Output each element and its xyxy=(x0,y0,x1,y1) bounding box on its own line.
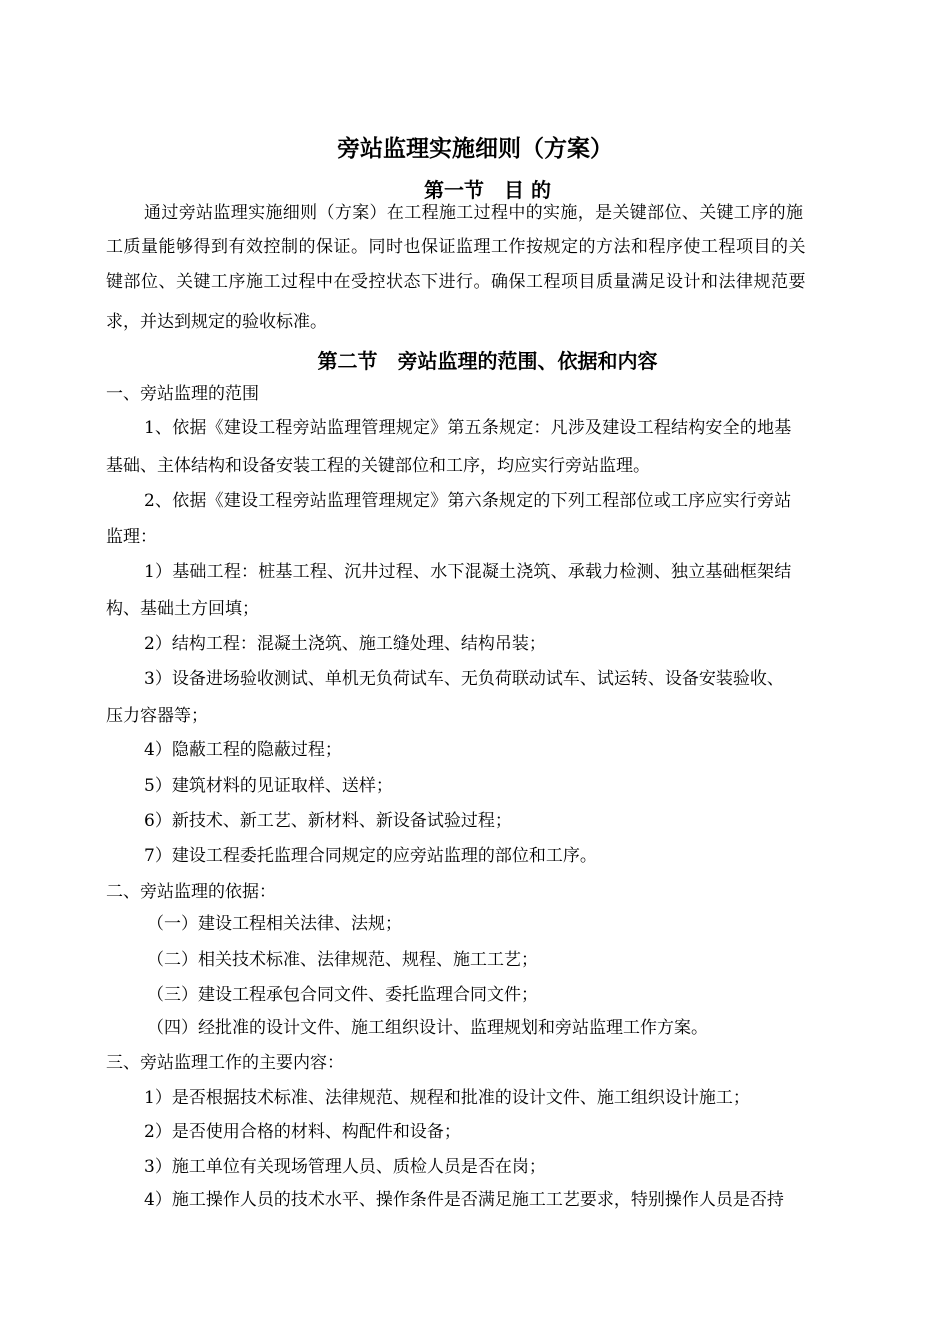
basis-heading: 二、旁站监理的依据： xyxy=(106,882,276,902)
list-item: （一）建设工程相关法律、法规； xyxy=(147,914,402,934)
list-item: 6）新技术、新工艺、新材料、新设备试验过程； xyxy=(144,811,512,831)
paragraph-line: 键部位、关键工序施工过程中在受控状态下进行。确保工程项目质量满足设计和法律规范要 xyxy=(106,272,806,292)
list-item: 7）建设工程委托监理合同规定的应旁站监理的部位和工序。 xyxy=(144,846,597,866)
paragraph-line: 通过旁站监理实施细则（方案）在工程施工过程中的实施，是关键部位、关键工序的施 xyxy=(144,203,804,223)
paragraph-line: 工质量能够得到有效控制的保证。同时也保证监理工作按规定的方法和程序使工程项目的关 xyxy=(106,237,806,257)
paragraph-line: 监理： xyxy=(106,527,157,547)
list-item-continuation: 构、基础土方回填； xyxy=(106,599,259,619)
list-item: 4）隐蔽工程的隐蔽过程； xyxy=(144,740,342,760)
content-heading: 三、旁站监理工作的主要内容： xyxy=(106,1053,344,1073)
list-item: 5）建筑材料的见证取样、送样； xyxy=(144,776,393,796)
list-item: 2）结构工程：混凝土浇筑、施工缝处理、结构吊装； xyxy=(144,634,546,654)
paragraph-line: 2、依据《建设工程旁站监理管理规定》第六条规定的下列工程部位或工序应实行旁站 xyxy=(144,491,792,511)
list-item: 4）施工操作人员的技术水平、操作条件是否满足施工工艺要求，特别操作人员是否持 xyxy=(144,1190,784,1210)
list-item: 3）施工单位有关现场管理人员、质检人员是否在岗； xyxy=(144,1157,546,1177)
list-item: 1）是否根据技术标准、法律规范、规程和批准的设计文件、施工组织设计施工； xyxy=(144,1088,750,1108)
list-item: 2）是否使用合格的材料、构配件和设备； xyxy=(144,1122,461,1142)
scope-heading: 一、旁站监理的范围 xyxy=(106,384,259,404)
list-item: （四）经批准的设计文件、施工组织设计、监理规划和旁站监理工作方案。 xyxy=(147,1018,708,1038)
list-item: （三）建设工程承包合同文件、委托监理合同文件； xyxy=(147,985,538,1005)
section1-heading: 第一节 目 的 xyxy=(424,178,551,202)
document-title: 旁站监理实施细则（方案） xyxy=(337,136,613,162)
list-item: 3）设备进场验收测试、单机无负荷试车、无负荷联动试车、试运转、设备安装验收、 xyxy=(144,669,784,689)
list-item-continuation: 压力容器等； xyxy=(106,706,208,726)
section2-heading: 第二节 旁站监理的范围、依据和内容 xyxy=(317,349,658,373)
list-item: （二）相关技术标准、法律规范、规程、施工工艺； xyxy=(147,950,538,970)
paragraph-line: 1、依据《建设工程旁站监理管理规定》第五条规定：凡涉及建设工程结构安全的地基 xyxy=(144,418,792,438)
paragraph-line: 求，并达到规定的验收标准。 xyxy=(106,312,327,332)
list-item: 1）基础工程：桩基工程、沉井过程、水下混凝土浇筑、承载力检测、独立基础框架结 xyxy=(144,562,792,582)
paragraph-line: 基础、主体结构和设备安装工程的关键部位和工序，均应实行旁站监理。 xyxy=(106,456,650,476)
